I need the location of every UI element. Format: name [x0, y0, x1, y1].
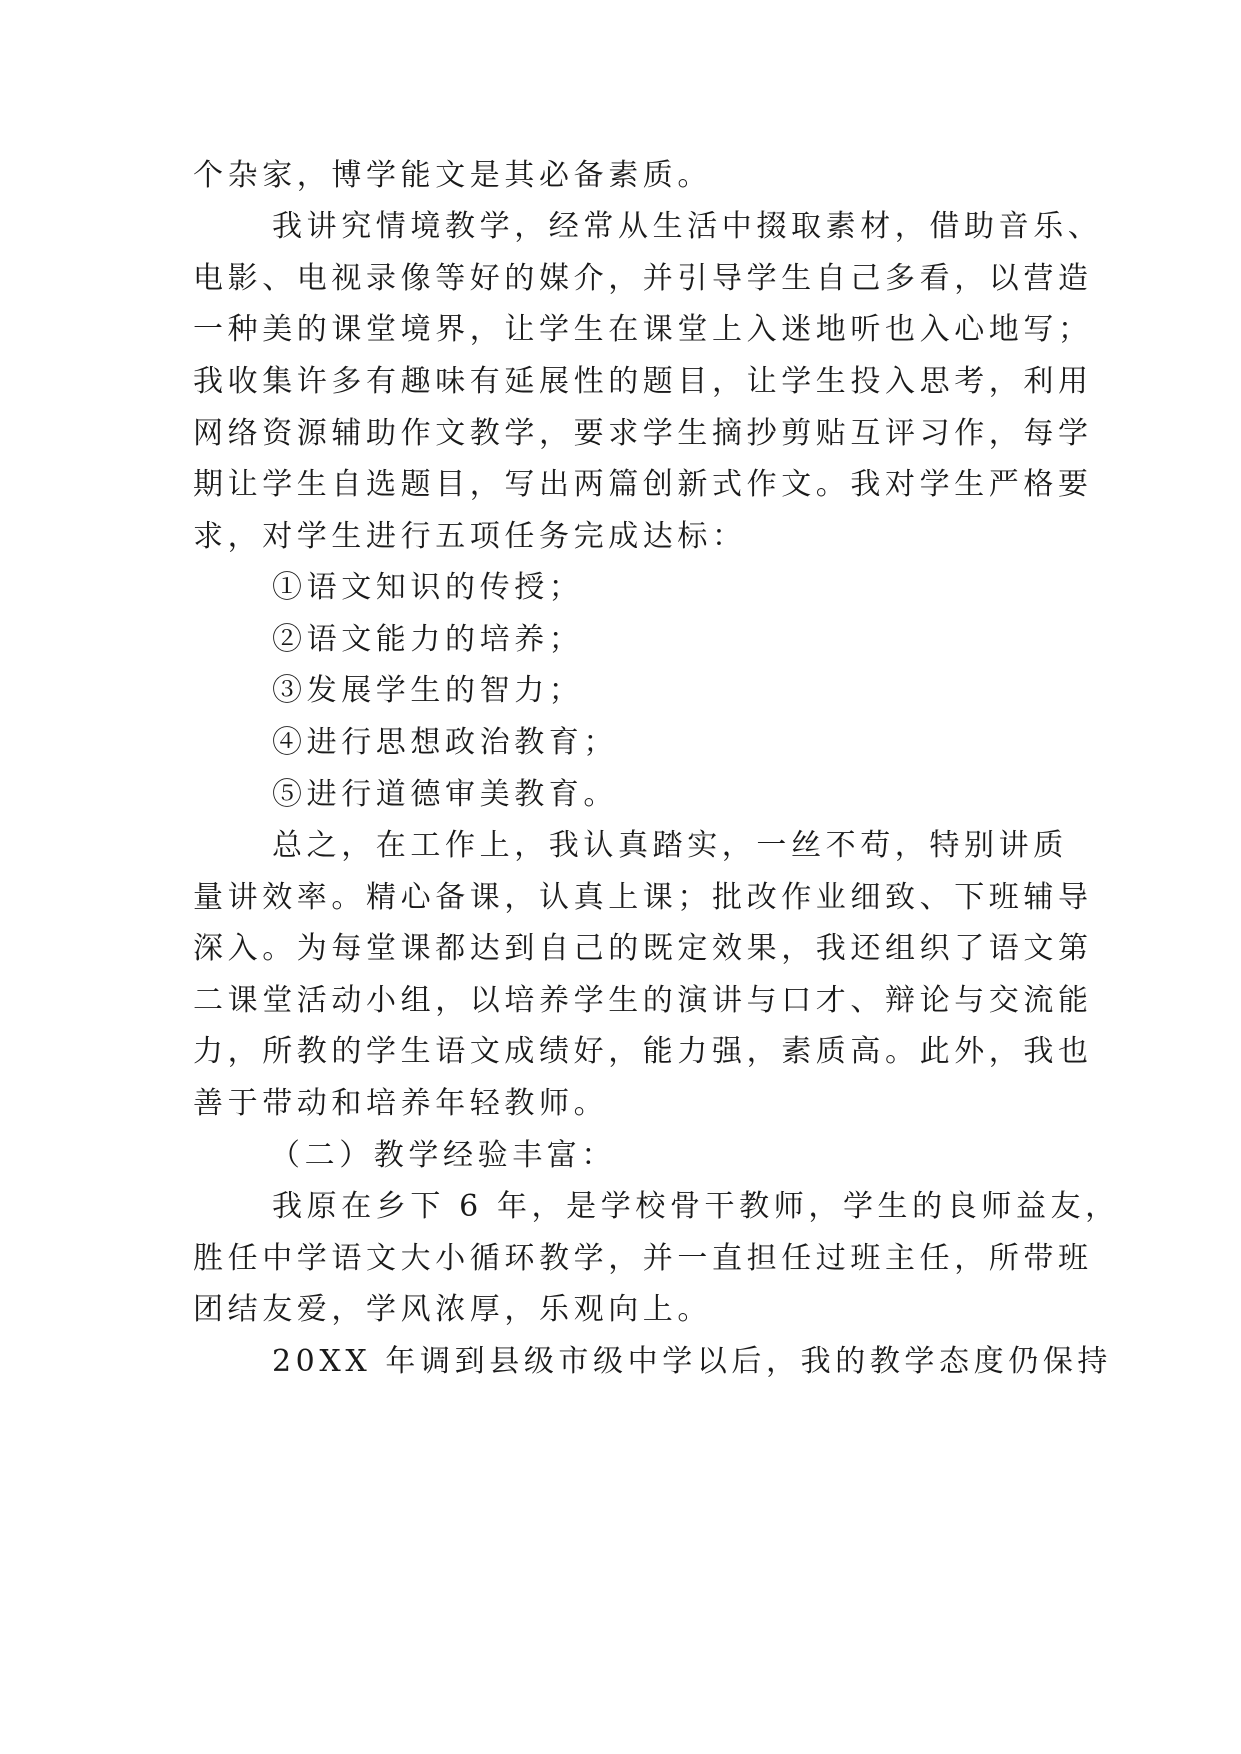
text-line: 求，对学生进行五项任务完成达标：: [193, 519, 747, 554]
text-line: 量讲效率。精心备课，认真上课；批改作业细致、下班辅导: [193, 880, 1093, 915]
list-item: ④进行思想政治教育；: [272, 725, 618, 760]
text-line: 善于带动和培养年轻教师。: [193, 1086, 609, 1121]
list-item: ①语文知识的传授；: [272, 570, 584, 605]
paragraph-line: 我讲究情境教学，经常从生活中掇取素材，借助音乐、: [272, 209, 1103, 244]
list-item: ②语文能力的培养；: [272, 622, 584, 657]
text-line: 电影、电视录像等好的媒介，并引导学生自己多看，以营造: [193, 261, 1093, 296]
text-line: 个杂家，博学能文是其必备素质。: [193, 158, 712, 193]
text-line: 深入。为每堂课都达到自己的既定效果，我还组织了语文第: [193, 931, 1093, 966]
paragraph-line: 20XX 年调到县级市级中学以后，我的教学态度仍保持: [272, 1344, 1113, 1379]
text-line: 二课堂活动小组，以培养学生的演讲与口才、辩论与交流能: [193, 983, 1093, 1018]
text-line: 我收集许多有趣味有延展性的题目，让学生投入思考，利用: [193, 364, 1093, 399]
paragraph-line: 总之，在工作上，我认真踏实，一丝不苟，特别讲质: [272, 828, 1068, 863]
text-line: 力，所教的学生语文成绩好，能力强，素质高。此外，我也: [193, 1034, 1093, 1069]
section-heading: （二）教学经验丰富：: [270, 1138, 616, 1173]
text-line: 网络资源辅助作文教学，要求学生摘抄剪贴互评习作，每学: [193, 416, 1093, 451]
text-line: 期让学生自选题目，写出两篇创新式作文。我对学生严格要: [193, 467, 1093, 502]
text-line: 一种美的课堂境界，让学生在课堂上入迷地听也入心地写；: [193, 312, 1093, 347]
paragraph-line: 我原在乡下 6 年，是学校骨干教师，学生的良师益友，: [272, 1189, 1120, 1224]
text-line: 团结友爱，学风浓厚，乐观向上。: [193, 1292, 712, 1327]
list-item: ⑤进行道德审美教育。: [272, 777, 618, 812]
text-line: 胜任中学语文大小循环教学，并一直担任过班主任，所带班: [193, 1241, 1093, 1276]
list-item: ③发展学生的智力；: [272, 673, 584, 708]
